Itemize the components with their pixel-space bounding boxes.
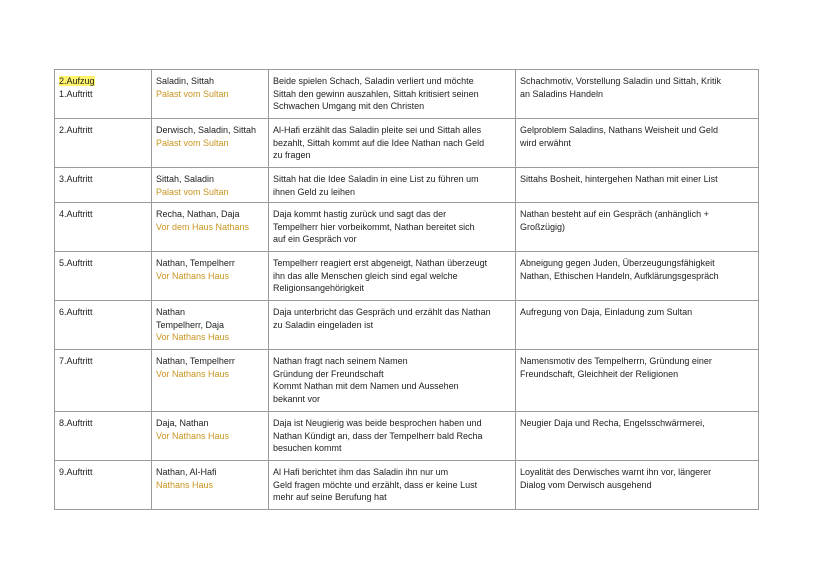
table-row	[55, 203, 759, 252]
location-text: Palast vom Sultan	[156, 137, 229, 148]
notes-line: an Saladins Handeln	[520, 88, 604, 99]
notes-line: Neugier Daja und Recha, Engelsschwärmerei,	[520, 418, 705, 428]
location-text: Vor Nathans Haus	[156, 430, 230, 441]
persons-cell	[152, 350, 269, 412]
persons-text: Nathan, Al-Hafi	[156, 467, 217, 477]
scene-cell	[55, 412, 152, 461]
content-line: Daja ist Neugierig was beide besprochen haben und	[273, 418, 482, 428]
content-line: Al-Hafi erzählt das Saladin pleite sei und Sittah alles	[273, 125, 482, 135]
table-row	[55, 70, 759, 119]
persons-cell	[152, 252, 269, 301]
scene-cell	[55, 168, 152, 203]
content-line: ihn das alle Menschen gleich sind egal welche	[273, 270, 458, 281]
persons-text: Derwisch, Saladin, Sittah	[156, 125, 257, 135]
persons-text: Recha, Nathan, Daja	[156, 209, 240, 219]
content-cell	[269, 350, 516, 412]
location-text: Vor dem Haus Nathans	[156, 221, 250, 232]
content-line: Sittah den gewinn auszahlen, Sittah kritisiert seinen	[273, 88, 479, 99]
content-cell	[269, 119, 516, 168]
notes-line: Nathan besteht auf ein Gespräch (anhänglich +	[520, 209, 709, 219]
persons-cell	[152, 461, 269, 510]
persons-cell	[152, 203, 269, 252]
notes-line: Namensmotiv des Tempelherrn, Gründung einer	[520, 356, 712, 366]
persons-text: Daja, Nathan	[156, 418, 209, 428]
persons-cell	[152, 119, 269, 168]
content-line: ihnen Geld zu leihen	[273, 186, 356, 197]
persons-cell	[152, 301, 269, 350]
scene-label: 4.Auftritt	[59, 209, 93, 219]
notes-line: Großzügig)	[520, 221, 566, 232]
notes-cell	[516, 350, 759, 412]
table-row	[55, 168, 759, 203]
notes-line: wird erwähnt	[520, 137, 572, 148]
notes-line: Nathan, Ethischen Handeln, Aufklärungsgespräch	[520, 270, 719, 281]
notes-cell	[516, 119, 759, 168]
scene-label: 6.Auftritt	[59, 307, 93, 317]
scene-label: 2.Auftritt	[59, 125, 93, 135]
content-line: Nathan fragt nach seinem Namen	[273, 356, 408, 366]
notes-line: Abneigung gegen Juden, Überzeugungsfähigkeit	[520, 258, 715, 268]
scene-label: 9.Auftritt	[59, 467, 93, 477]
scene-label: 8.Auftritt	[59, 418, 93, 428]
content-line: Geld fragen möchte und erzählt, dass er keine Lust	[273, 479, 478, 490]
content-line: Religionsangehörigkeit	[273, 283, 365, 293]
notes-cell	[516, 461, 759, 510]
content-line: Tempelherr reagiert erst abgeneigt, Nathan überzeugt	[273, 258, 488, 268]
scene-cell	[55, 70, 152, 119]
notes-cell	[516, 412, 759, 461]
content-line: Schwachen Umgang mit den Christen	[273, 101, 425, 111]
content-line: Gründung der Freundschaft	[273, 368, 384, 379]
content-line: Al Hafi berichtet ihm das Saladin ihn nur um	[273, 467, 449, 477]
persons-cell	[152, 168, 269, 203]
table-row	[55, 252, 759, 301]
act-label: 2.Aufzug	[59, 76, 95, 86]
location-text: Palast vom Sultan	[156, 88, 229, 99]
scene-cell	[55, 301, 152, 350]
content-line: besuchen kommt	[273, 443, 342, 453]
content-line: Daja unterbricht das Gespräch und erzählt das Nathan	[273, 307, 491, 317]
notes-line: Loyalität des Derwisches warnt ihn vor, längerer	[520, 467, 712, 477]
scene-cell	[55, 203, 152, 252]
location-text: Vor Nathans Haus	[156, 332, 230, 342]
scene-label: 1.Auftritt	[59, 88, 93, 99]
notes-line: Dialog vom Derwisch ausgehend	[520, 479, 652, 490]
location-text: Nathans Haus	[156, 479, 214, 490]
content-line: Sittah hat die Idee Saladin in eine List zu führen um	[273, 174, 479, 184]
content-line: Nathan Kündigt an, dass der Tempelherr bald Recha	[273, 430, 483, 441]
content-line: Kommt Nathan mit dem Namen und Aussehen	[273, 381, 459, 391]
persons-cell	[152, 70, 269, 119]
notes-cell	[516, 168, 759, 203]
table-row	[55, 461, 759, 510]
content-cell	[269, 70, 516, 119]
content-cell	[269, 168, 516, 203]
notes-cell	[516, 301, 759, 350]
notes-line: Freundschaft, Gleichheit der Religionen	[520, 368, 679, 379]
table-row	[55, 412, 759, 461]
scene-table	[54, 69, 759, 510]
content-cell	[269, 301, 516, 350]
table-row	[55, 350, 759, 412]
content-line: bezahlt, Sittah kommt auf die Idee Nathan nach Geld	[273, 137, 485, 148]
scene-cell	[55, 461, 152, 510]
scene-cell	[55, 119, 152, 168]
content-line: auf ein Gespräch vor	[273, 234, 357, 244]
scene-cell	[55, 350, 152, 412]
content-line: bekannt vor	[273, 393, 321, 404]
persons-text: Nathan, Tempelherr	[156, 258, 235, 268]
location-text: Vor Nathans Haus	[156, 270, 230, 281]
content-line: Beide spielen Schach, Saladin verliert und möchte	[273, 76, 474, 86]
persons-text: Nathan	[156, 307, 186, 317]
table-row	[55, 119, 759, 168]
persons-text: Nathan, Tempelherr	[156, 356, 235, 366]
content-cell	[269, 412, 516, 461]
content-line: mehr auf seine Berufung hat	[273, 492, 387, 502]
location-text: Vor Nathans Haus	[156, 368, 230, 379]
notes-line: Aufregung von Daja, Einladung zum Sultan	[520, 307, 693, 317]
content-cell	[269, 461, 516, 510]
scene-label: 5.Auftritt	[59, 258, 93, 268]
persons-text: Saladin, Sittah	[156, 76, 215, 86]
notes-line: Gelproblem Saladins, Nathans Weisheit und Geld	[520, 125, 718, 135]
persons-text: Tempelherr, Daja	[156, 319, 225, 330]
content-line: Tempelherr hier vorbeikommt, Nathan bereitet sich	[273, 221, 475, 232]
content-line: zu Saladin eingeladen ist	[273, 319, 374, 330]
persons-text: Sittah, Saladin	[156, 174, 215, 184]
notes-line: Schachmotiv, Vorstellung Saladin und Sittah, Kritik	[520, 76, 721, 86]
content-line: zu fragen	[273, 150, 311, 160]
content-cell	[269, 252, 516, 301]
scene-label: 3.Auftritt	[59, 174, 93, 184]
scene-cell	[55, 252, 152, 301]
notes-line: Sittahs Bosheit, hintergehen Nathan mit einer List	[520, 174, 718, 184]
table-row	[55, 301, 759, 350]
notes-cell	[516, 70, 759, 119]
content-cell	[269, 203, 516, 252]
content-line: Daja kommt hastig zurück und sagt das der	[273, 209, 447, 219]
location-text: Palast vom Sultan	[156, 186, 229, 197]
persons-cell	[152, 412, 269, 461]
scene-label: 7.Auftritt	[59, 356, 93, 366]
notes-cell	[516, 203, 759, 252]
notes-cell	[516, 252, 759, 301]
